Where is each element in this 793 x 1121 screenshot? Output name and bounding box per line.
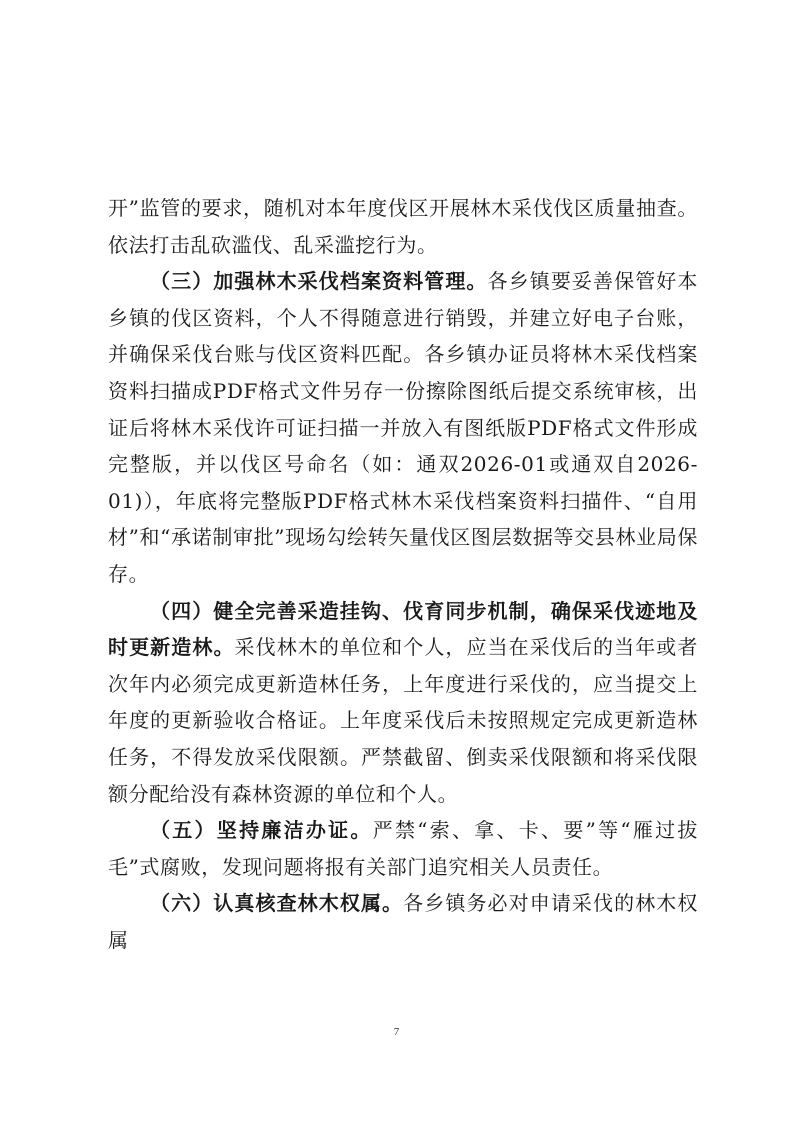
paragraph-text: 开”监管的要求，随机对本年度伐区开展林木采伐伐区质量抽查。依法打击乱砍滥伐、乱采滥挖行为。	[108, 196, 698, 257]
body-text	[108, 190, 698, 958]
paragraph-section-3	[108, 263, 698, 592]
section-heading: （四）健全完善采造挂钩、伐育同步机制，确保采伐迹地及时更新造林。	[108, 598, 698, 660]
section-heading: （六）认真核查林木权属。	[150, 891, 404, 916]
section-heading: （三）加强林木采伐档案资料管理。	[150, 269, 488, 294]
section-heading: （五）坚持廉洁办证。	[150, 818, 373, 843]
paragraph-section-5	[108, 812, 698, 885]
paragraph-continuation	[108, 190, 698, 263]
paragraph-text: 严禁“索、拿、卡、要”等“雁过拔毛”式腐败，发现问题将报有关部门追究相关人员责任。	[108, 818, 698, 879]
paragraph-section-4	[108, 593, 698, 813]
paragraph-text: 采伐林木的单位和个人，应当在采伐后的当年或者次年内必须完成更新造林任务，上年度进行采伐的，应当提交上年度的更新验收合格证。上年度采伐后未按照规定完成更新造林任务，不得发放采伐限额。严禁截留、倒卖采伐限额和将采伐限额分配给没有森林资源的单位和个人。	[108, 635, 698, 806]
paragraph-section-6	[108, 885, 698, 958]
paragraph-text: 各乡镇要妥善保管好本乡镇的伐区资料，个人不得随意进行销毁，并建立好电子台账，并确保采伐台账与伐区资料匹配。各乡镇办证员将林木采伐档案资料扫描成PDF格式文件另存一份擦除图纸后提交系统审核，出证后将林木采伐许可证扫描一并放入有图纸版PDF格式文件形成完整版，并以伐区号命名（如：通双2026-01或通双自2026-01)），年底将完整版PDF格式林木采伐档案资料扫描件、“自用材”和“承诺制审批”现场勾绘转矢量伐区图层数据等交县林业局保存。	[108, 269, 698, 586]
page-number: 7	[393, 1026, 400, 1038]
paragraph-text: 各乡镇务必对申请采伐的林木权属	[108, 891, 698, 952]
